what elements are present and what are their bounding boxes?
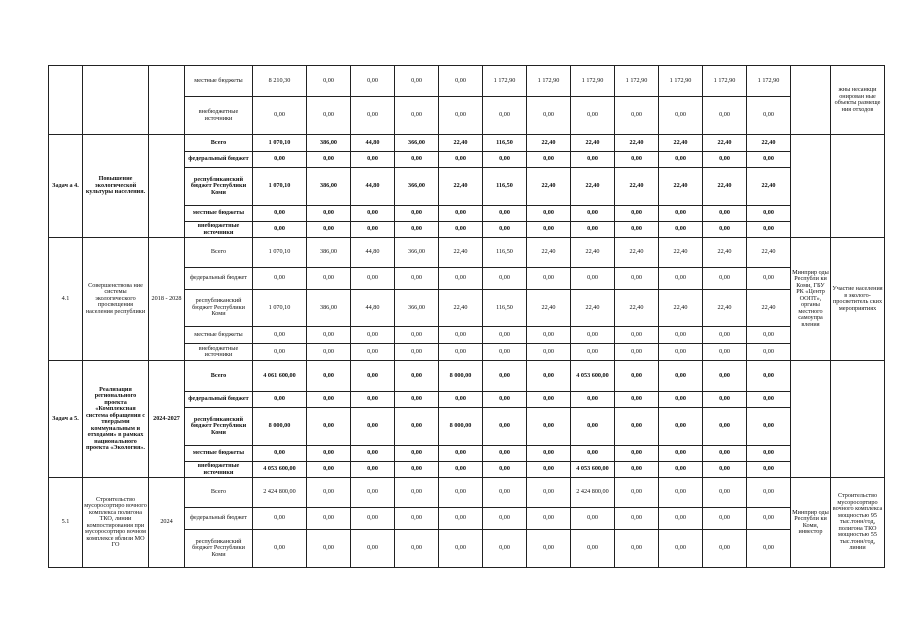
value-cell: 0,00 (307, 66, 351, 97)
value-cell: 0,00 (571, 508, 615, 530)
value-cell: 0,00 (351, 66, 395, 97)
value-cell: 1 070,10 (253, 168, 307, 206)
budget-table (48, 65, 885, 568)
value-cell: 0,00 (747, 268, 791, 290)
value-cell: 22,40 (703, 168, 747, 206)
value-cell: 0,00 (659, 327, 703, 344)
value-cell: 0,00 (659, 408, 703, 446)
value-cell: 0,00 (747, 206, 791, 222)
source-label: Всего (185, 478, 253, 508)
value-cell: 22,40 (571, 168, 615, 206)
value-cell: 22,40 (571, 238, 615, 268)
value-cell: 1 172,90 (747, 66, 791, 97)
table-row (49, 361, 885, 392)
value-cell: 0,00 (439, 344, 483, 361)
value-cell: 0,00 (659, 222, 703, 238)
table-row (49, 66, 885, 97)
value-cell: 0,00 (307, 361, 351, 392)
value-cell: 0,00 (703, 327, 747, 344)
value-cell: 0,00 (615, 327, 659, 344)
value-cell: 22,40 (615, 290, 659, 327)
value-cell: 0,00 (307, 327, 351, 344)
value-cell: 22,40 (615, 168, 659, 206)
value-cell: 386,00 (307, 168, 351, 206)
value-cell: 0,00 (351, 530, 395, 568)
source-label: республиканский бюджет Республики Коми (185, 530, 253, 568)
value-cell: 0,00 (395, 344, 439, 361)
value-cell: 0,00 (659, 508, 703, 530)
value-cell: 0,00 (483, 97, 527, 135)
value-cell: 0,00 (703, 206, 747, 222)
value-cell: 22,40 (659, 135, 703, 152)
value-cell: 0,00 (527, 478, 571, 508)
value-cell: 0,00 (483, 361, 527, 392)
value-cell: 386,00 (307, 135, 351, 152)
value-cell: 0,00 (527, 462, 571, 478)
task-period: 2024-2027 (149, 361, 185, 478)
value-cell: 366,00 (395, 135, 439, 152)
value-cell: 0,00 (351, 344, 395, 361)
task-name: Повышение экологической культуры населения. (83, 135, 149, 238)
value-cell: 0,00 (747, 530, 791, 568)
value-cell: 386,00 (307, 290, 351, 327)
value-cell: 22,40 (747, 135, 791, 152)
value-cell: 0,00 (615, 97, 659, 135)
value-cell: 0,00 (571, 446, 615, 462)
value-cell: 0,00 (395, 446, 439, 462)
value-cell: 0,00 (615, 344, 659, 361)
value-cell: 366,00 (395, 238, 439, 268)
task-name: Реализация регионального проекта «Комплексная система обращения с твердыми коммунальным и отходами» в рамках национального проекта «Экология». (83, 361, 149, 478)
value-cell: 44,80 (351, 290, 395, 327)
value-cell: 22,40 (571, 135, 615, 152)
value-cell: 0,00 (483, 327, 527, 344)
value-cell: 8 210,30 (253, 66, 307, 97)
value-cell: 22,40 (527, 238, 571, 268)
value-cell: 0,00 (615, 408, 659, 446)
value-cell: 0,00 (659, 344, 703, 361)
value-cell: 1 172,90 (615, 66, 659, 97)
value-cell: 22,40 (659, 168, 703, 206)
responsible-cell (791, 66, 831, 135)
value-cell: 0,00 (307, 446, 351, 462)
value-cell: 0,00 (307, 392, 351, 408)
source-label: Всего (185, 135, 253, 152)
value-cell: 0,00 (571, 327, 615, 344)
value-cell: 0,00 (483, 392, 527, 408)
value-cell: 0,00 (571, 344, 615, 361)
value-cell: 0,00 (571, 392, 615, 408)
value-cell: 0,00 (747, 344, 791, 361)
value-cell: 0,00 (571, 206, 615, 222)
task-number: 4.1 (49, 238, 83, 361)
source-label: местные бюджеты (185, 66, 253, 97)
value-cell: 0,00 (747, 508, 791, 530)
value-cell: 0,00 (571, 97, 615, 135)
value-cell: 1 172,90 (483, 66, 527, 97)
value-cell: 0,00 (615, 478, 659, 508)
value-cell: 0,00 (439, 392, 483, 408)
value-cell: 0,00 (703, 361, 747, 392)
value-cell: 0,00 (615, 152, 659, 168)
value-cell: 22,40 (615, 135, 659, 152)
value-cell: 0,00 (615, 392, 659, 408)
value-cell: 0,00 (351, 508, 395, 530)
value-cell: 0,00 (253, 446, 307, 462)
value-cell: 0,00 (307, 408, 351, 446)
value-cell: 0,00 (351, 206, 395, 222)
value-cell: 0,00 (571, 408, 615, 446)
value-cell: 0,00 (615, 206, 659, 222)
value-cell: 0,00 (747, 97, 791, 135)
source-label: внебюджетные источники (185, 97, 253, 135)
value-cell: 0,00 (483, 222, 527, 238)
value-cell: 0,00 (527, 530, 571, 568)
value-cell: 0,00 (659, 392, 703, 408)
value-cell: 0,00 (527, 222, 571, 238)
value-cell: 0,00 (483, 508, 527, 530)
value-cell: 4 053 600,00 (571, 462, 615, 478)
value-cell: 0,00 (483, 446, 527, 462)
value-cell: 0,00 (395, 392, 439, 408)
value-cell: 0,00 (395, 478, 439, 508)
value-cell: 0,00 (615, 462, 659, 478)
value-cell: 22,40 (439, 238, 483, 268)
value-cell: 0,00 (659, 361, 703, 392)
value-cell: 0,00 (483, 268, 527, 290)
value-cell: 1 172,90 (659, 66, 703, 97)
value-cell: 0,00 (615, 361, 659, 392)
value-cell: 0,00 (703, 222, 747, 238)
value-cell: 0,00 (527, 392, 571, 408)
source-label: федеральный бюджет (185, 268, 253, 290)
value-cell: 8 000,00 (253, 408, 307, 446)
value-cell: 0,00 (351, 327, 395, 344)
source-label: Всего (185, 361, 253, 392)
value-cell: 0,00 (307, 530, 351, 568)
value-cell: 386,00 (307, 238, 351, 268)
value-cell: 0,00 (439, 206, 483, 222)
value-cell: 0,00 (747, 327, 791, 344)
responsible-cell (791, 135, 831, 238)
task-name: Строительство мусоросортиро вочного комплекса полигона ТКО, линии компостирования при мусоросортиро вочном комплексе вблизи МО ГО (83, 478, 149, 568)
responsible-cell: Минприр оды Республи ки Коми, ГБУ РК «Центр ООПТ», органы местного самоупра вления (791, 238, 831, 361)
value-cell: 22,40 (703, 290, 747, 327)
value-cell: 0,00 (253, 206, 307, 222)
value-cell: 0,00 (395, 462, 439, 478)
value-cell: 0,00 (307, 222, 351, 238)
value-cell: 0,00 (253, 152, 307, 168)
value-cell: 4 061 600,00 (253, 361, 307, 392)
value-cell: 1 070,10 (253, 135, 307, 152)
value-cell: 0,00 (483, 152, 527, 168)
task-name: Совершенствова ние системы экологического просвещения населения республики (83, 238, 149, 361)
source-label: внебюджетные источники (185, 344, 253, 361)
result-cell: Участие населения в эколого-просветитель ских мероприятиях (831, 238, 885, 361)
value-cell: 0,00 (703, 268, 747, 290)
value-cell: 0,00 (747, 408, 791, 446)
value-cell: 2 424 800,00 (571, 478, 615, 508)
value-cell: 0,00 (703, 392, 747, 408)
value-cell: 22,40 (659, 238, 703, 268)
value-cell: 0,00 (527, 206, 571, 222)
value-cell: 0,00 (527, 97, 571, 135)
value-cell: 0,00 (747, 152, 791, 168)
value-cell: 0,00 (395, 327, 439, 344)
value-cell: 0,00 (527, 361, 571, 392)
value-cell: 0,00 (571, 222, 615, 238)
value-cell: 22,40 (571, 290, 615, 327)
value-cell: 1 070,10 (253, 290, 307, 327)
value-cell: 0,00 (659, 152, 703, 168)
result-cell: жны несанкци онирован ные объекты размеще ния отходов (831, 66, 885, 135)
value-cell: 0,00 (395, 508, 439, 530)
value-cell: 0,00 (253, 530, 307, 568)
source-label: местные бюджеты (185, 446, 253, 462)
source-label: республиканский бюджет Республики Коми (185, 168, 253, 206)
value-cell: 22,40 (527, 290, 571, 327)
value-cell: 0,00 (483, 344, 527, 361)
value-cell: 0,00 (395, 66, 439, 97)
value-cell: 0,00 (483, 530, 527, 568)
value-cell: 0,00 (351, 361, 395, 392)
value-cell: 0,00 (253, 222, 307, 238)
value-cell: 0,00 (747, 478, 791, 508)
value-cell: 0,00 (703, 478, 747, 508)
value-cell: 0,00 (253, 327, 307, 344)
value-cell: 4 053 600,00 (253, 462, 307, 478)
value-cell: 0,00 (527, 344, 571, 361)
value-cell: 0,00 (747, 361, 791, 392)
value-cell: 0,00 (483, 408, 527, 446)
value-cell: 0,00 (351, 408, 395, 446)
value-cell: 0,00 (307, 206, 351, 222)
value-cell: 116,50 (483, 168, 527, 206)
value-cell: 0,00 (253, 268, 307, 290)
value-cell: 0,00 (747, 222, 791, 238)
result-cell (831, 361, 885, 478)
value-cell: 0,00 (747, 446, 791, 462)
value-cell: 22,40 (747, 238, 791, 268)
value-cell: 0,00 (439, 268, 483, 290)
source-label: местные бюджеты (185, 206, 253, 222)
value-cell: 22,40 (527, 168, 571, 206)
responsible-cell: Минприр оды Республи ки Коми, инвестор (791, 478, 831, 568)
table-row (49, 135, 885, 152)
value-cell: 0,00 (351, 152, 395, 168)
task-name (83, 66, 149, 135)
value-cell: 2 424 800,00 (253, 478, 307, 508)
value-cell: 0,00 (395, 361, 439, 392)
value-cell: 0,00 (307, 152, 351, 168)
value-cell: 0,00 (439, 66, 483, 97)
value-cell: 0,00 (527, 508, 571, 530)
source-label: внебюджетные источники (185, 462, 253, 478)
value-cell: 0,00 (439, 508, 483, 530)
value-cell: 44,80 (351, 135, 395, 152)
value-cell: 0,00 (747, 462, 791, 478)
value-cell: 1 070,10 (253, 238, 307, 268)
value-cell: 0,00 (307, 508, 351, 530)
value-cell: 0,00 (527, 268, 571, 290)
source-label: федеральный бюджет (185, 508, 253, 530)
value-cell: 0,00 (703, 97, 747, 135)
task-number: Задач а 5. (49, 361, 83, 478)
value-cell: 0,00 (395, 152, 439, 168)
task-number: 5.1 (49, 478, 83, 568)
value-cell: 0,00 (307, 97, 351, 135)
value-cell: 0,00 (395, 530, 439, 568)
task-number (49, 66, 83, 135)
value-cell: 1 172,90 (527, 66, 571, 97)
value-cell: 116,50 (483, 135, 527, 152)
value-cell: 0,00 (659, 478, 703, 508)
table-row (49, 478, 885, 508)
task-period (149, 66, 185, 135)
value-cell: 0,00 (395, 268, 439, 290)
value-cell: 0,00 (703, 344, 747, 361)
value-cell: 22,40 (439, 290, 483, 327)
value-cell: 0,00 (395, 408, 439, 446)
value-cell: 0,00 (659, 206, 703, 222)
value-cell: 0,00 (395, 206, 439, 222)
value-cell: 0,00 (253, 392, 307, 408)
value-cell: 0,00 (439, 327, 483, 344)
value-cell: 22,40 (703, 135, 747, 152)
value-cell: 0,00 (703, 408, 747, 446)
value-cell: 0,00 (439, 222, 483, 238)
value-cell: 0,00 (351, 268, 395, 290)
value-cell: 116,50 (483, 238, 527, 268)
value-cell: 0,00 (527, 327, 571, 344)
value-cell: 0,00 (307, 478, 351, 508)
task-number: Задач а 4. (49, 135, 83, 238)
value-cell: 0,00 (483, 478, 527, 508)
value-cell: 0,00 (439, 152, 483, 168)
value-cell: 22,40 (527, 135, 571, 152)
responsible-cell (791, 361, 831, 478)
task-period (149, 135, 185, 238)
value-cell: 44,80 (351, 238, 395, 268)
value-cell: 0,00 (307, 268, 351, 290)
value-cell: 0,00 (307, 462, 351, 478)
value-cell: 366,00 (395, 290, 439, 327)
value-cell: 0,00 (659, 462, 703, 478)
value-cell: 4 053 600,00 (571, 361, 615, 392)
value-cell: 0,00 (703, 152, 747, 168)
value-cell: 0,00 (351, 478, 395, 508)
value-cell: 22,40 (747, 168, 791, 206)
value-cell: 22,40 (439, 135, 483, 152)
task-period: 2018 - 2028 (149, 238, 185, 361)
task-period: 2024 (149, 478, 185, 568)
value-cell: 0,00 (615, 268, 659, 290)
result-cell: Строительство мусоросортиро вочного комплекса мощностью 95 тыс.тонн/год, полигона ТКО мощностью 55 тыс.тонн/год, линии (831, 478, 885, 568)
value-cell: 0,00 (527, 152, 571, 168)
value-cell: 0,00 (351, 222, 395, 238)
value-cell: 0,00 (395, 222, 439, 238)
value-cell: 44,80 (351, 168, 395, 206)
value-cell: 22,40 (659, 290, 703, 327)
value-cell: 0,00 (527, 446, 571, 462)
value-cell: 0,00 (703, 462, 747, 478)
table-row (49, 238, 885, 268)
source-label: федеральный бюджет (185, 392, 253, 408)
value-cell: 0,00 (439, 530, 483, 568)
value-cell: 0,00 (307, 344, 351, 361)
value-cell: 0,00 (659, 268, 703, 290)
value-cell: 0,00 (483, 462, 527, 478)
value-cell: 366,00 (395, 168, 439, 206)
value-cell: 0,00 (747, 392, 791, 408)
value-cell: 0,00 (253, 97, 307, 135)
value-cell: 116,50 (483, 290, 527, 327)
value-cell: 0,00 (439, 462, 483, 478)
source-label: внебюджетные источники (185, 222, 253, 238)
value-cell: 0,00 (703, 530, 747, 568)
value-cell: 0,00 (527, 408, 571, 446)
value-cell: 0,00 (615, 446, 659, 462)
source-label: Всего (185, 238, 253, 268)
value-cell: 0,00 (351, 462, 395, 478)
value-cell: 8 000,00 (439, 408, 483, 446)
value-cell: 0,00 (351, 392, 395, 408)
value-cell: 0,00 (395, 97, 439, 135)
value-cell: 0,00 (703, 508, 747, 530)
value-cell: 1 172,90 (703, 66, 747, 97)
value-cell: 0,00 (659, 97, 703, 135)
value-cell: 0,00 (483, 206, 527, 222)
value-cell: 0,00 (253, 344, 307, 361)
value-cell: 8 000,00 (439, 361, 483, 392)
value-cell: 0,00 (703, 446, 747, 462)
value-cell: 0,00 (659, 446, 703, 462)
value-cell: 0,00 (351, 97, 395, 135)
source-label: республиканский бюджет Республики Коми (185, 408, 253, 446)
value-cell: 0,00 (615, 222, 659, 238)
value-cell: 0,00 (439, 478, 483, 508)
value-cell: 0,00 (571, 152, 615, 168)
value-cell: 0,00 (571, 530, 615, 568)
source-label: местные бюджеты (185, 327, 253, 344)
value-cell: 22,40 (703, 238, 747, 268)
value-cell: 0,00 (439, 446, 483, 462)
value-cell: 1 172,90 (571, 66, 615, 97)
source-label: республиканский бюджет Республики Коми (185, 290, 253, 327)
value-cell: 0,00 (351, 446, 395, 462)
result-cell (831, 135, 885, 238)
value-cell: 0,00 (253, 508, 307, 530)
value-cell: 0,00 (659, 530, 703, 568)
value-cell: 0,00 (571, 268, 615, 290)
value-cell: 0,00 (615, 508, 659, 530)
value-cell: 0,00 (439, 97, 483, 135)
value-cell: 0,00 (615, 530, 659, 568)
value-cell: 22,40 (615, 238, 659, 268)
value-cell: 22,40 (747, 290, 791, 327)
source-label: федеральный бюджет (185, 152, 253, 168)
value-cell: 22,40 (439, 168, 483, 206)
